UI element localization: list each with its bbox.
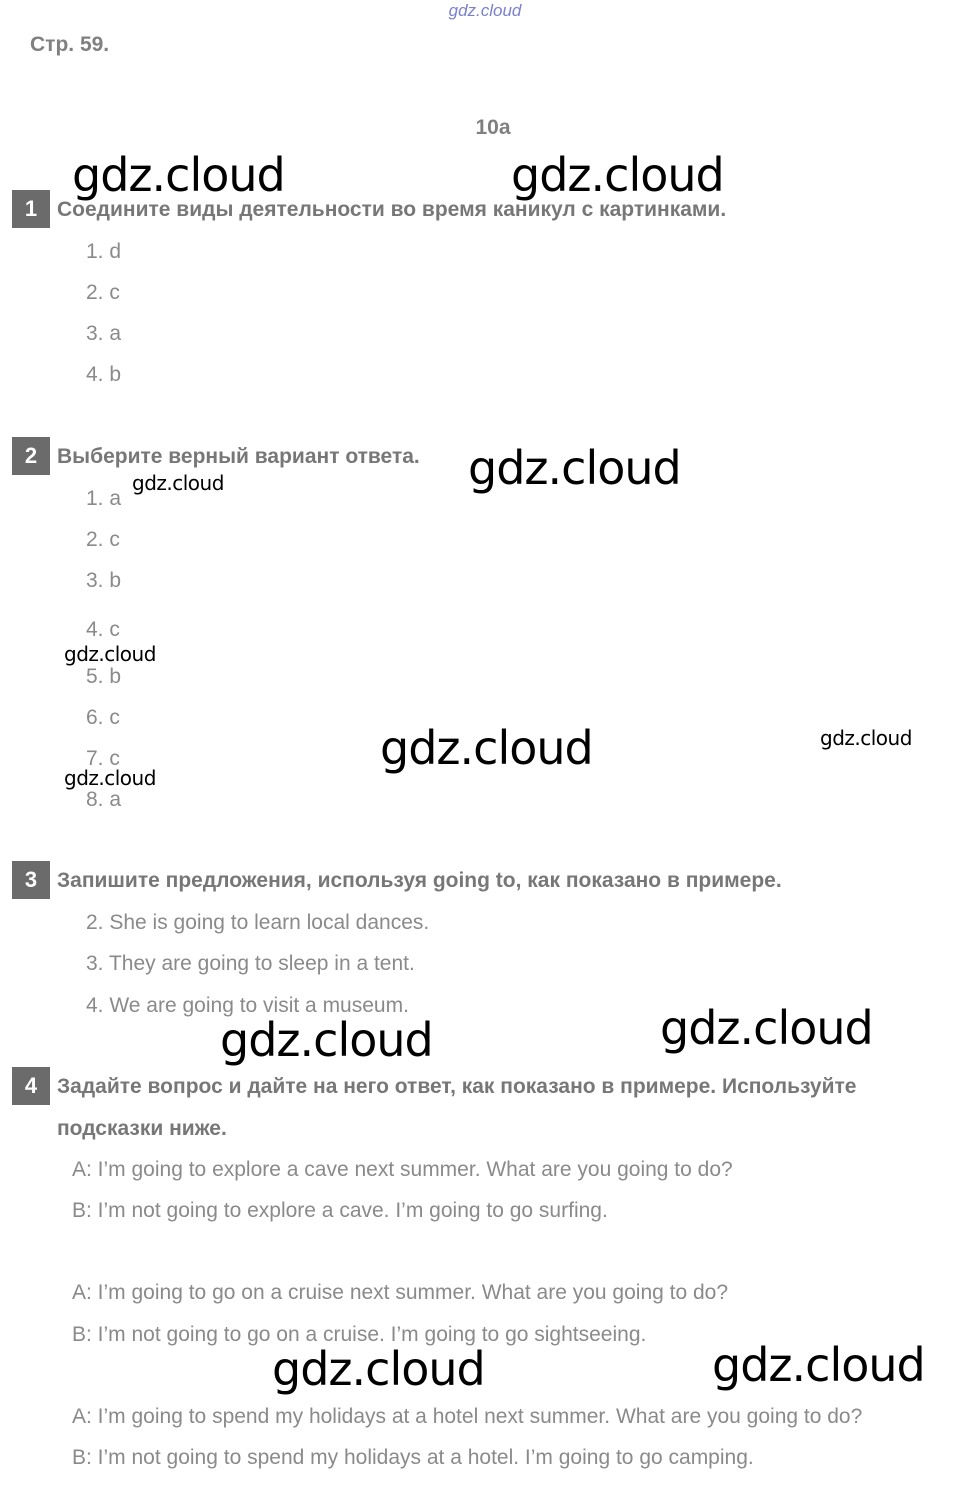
top-watermark: gdz.cloud <box>448 1 522 20</box>
task-4-instruction-line-1: Задайте вопрос и дайте на него ответ, как показано в примере. Используйте <box>57 1075 857 1098</box>
watermark: gdz.cloud <box>272 1342 485 1396</box>
task-2-answer: 6. c <box>86 706 120 729</box>
section-title: 10a <box>475 116 511 139</box>
task-2-answer: 2. c <box>86 528 120 551</box>
task-3-number-badge: 3 <box>12 861 50 899</box>
task-1-answer: 3. a <box>86 322 122 345</box>
dialogue-line: B: I’m not going to spend my holidays at a hotel. I’m going to go camping. <box>72 1446 754 1469</box>
task-1-instruction: Соедините виды деятельности во время каникул с картинками. <box>57 198 727 221</box>
task-3-answer: 3. They are going to sleep in a tent. <box>86 952 415 975</box>
watermark: gdz.cloud <box>72 148 285 202</box>
task-2-answer: 7. c <box>86 747 120 770</box>
task-4-number-badge: 4 <box>12 1067 50 1105</box>
task-2-answer: 8. a <box>86 788 122 811</box>
task-2-instruction: Выберите верный вариант ответа. <box>57 445 420 468</box>
task-3-answer: 4. We are going to visit a museum. <box>86 994 409 1017</box>
task-2-answer: 1. a <box>86 487 122 510</box>
dialogue-line: B: I’m not going to go on a cruise. I’m going to go sightseeing. <box>72 1323 647 1346</box>
watermark: gdz.cloud <box>660 1001 873 1055</box>
dialogue-line: A: I’m going to explore a cave next summer. What are you going to do? <box>72 1158 733 1181</box>
watermark: gdz.cloud <box>64 642 156 666</box>
watermark: gdz.cloud <box>820 726 912 750</box>
task-1-answer: 4. b <box>86 363 122 386</box>
dialogue-line: A: I’m going to go on a cruise next summer. What are you going to do? <box>72 1281 729 1304</box>
watermark: gdz.cloud <box>511 148 724 202</box>
watermark: gdz.cloud <box>132 471 224 495</box>
task-3-instruction: Запишите предложения, используя going to, как показано в примере. <box>57 869 782 892</box>
watermark: gdz.cloud <box>712 1338 925 1392</box>
task-2-number-badge: 2 <box>12 437 50 475</box>
task-3-answer: 2. She is going to learn local dances. <box>86 911 430 934</box>
task-1-answer: 1. d <box>86 240 122 263</box>
page-label: Стр. 59. <box>30 33 110 56</box>
task-2-answer: 4. c <box>86 618 120 641</box>
task-2-answer: 5. b <box>86 665 122 688</box>
watermark: gdz.cloud <box>220 1013 433 1067</box>
dialogue-line: A: I’m going to spend my holidays at a hotel next summer. What are you going to do? <box>72 1405 863 1428</box>
watermark: gdz.cloud <box>380 721 593 775</box>
dialogue-line: B: I’m not going to explore a cave. I’m going to go surfing. <box>72 1199 608 1222</box>
watermark: gdz.cloud <box>468 441 681 495</box>
task-2-answer: 3. b <box>86 569 122 592</box>
watermark: gdz.cloud <box>64 766 156 790</box>
task-1-number-badge: 1 <box>12 190 50 228</box>
task-1-answer: 2. c <box>86 281 120 304</box>
task-4-instruction-line-2: подсказки ниже. <box>57 1117 227 1140</box>
